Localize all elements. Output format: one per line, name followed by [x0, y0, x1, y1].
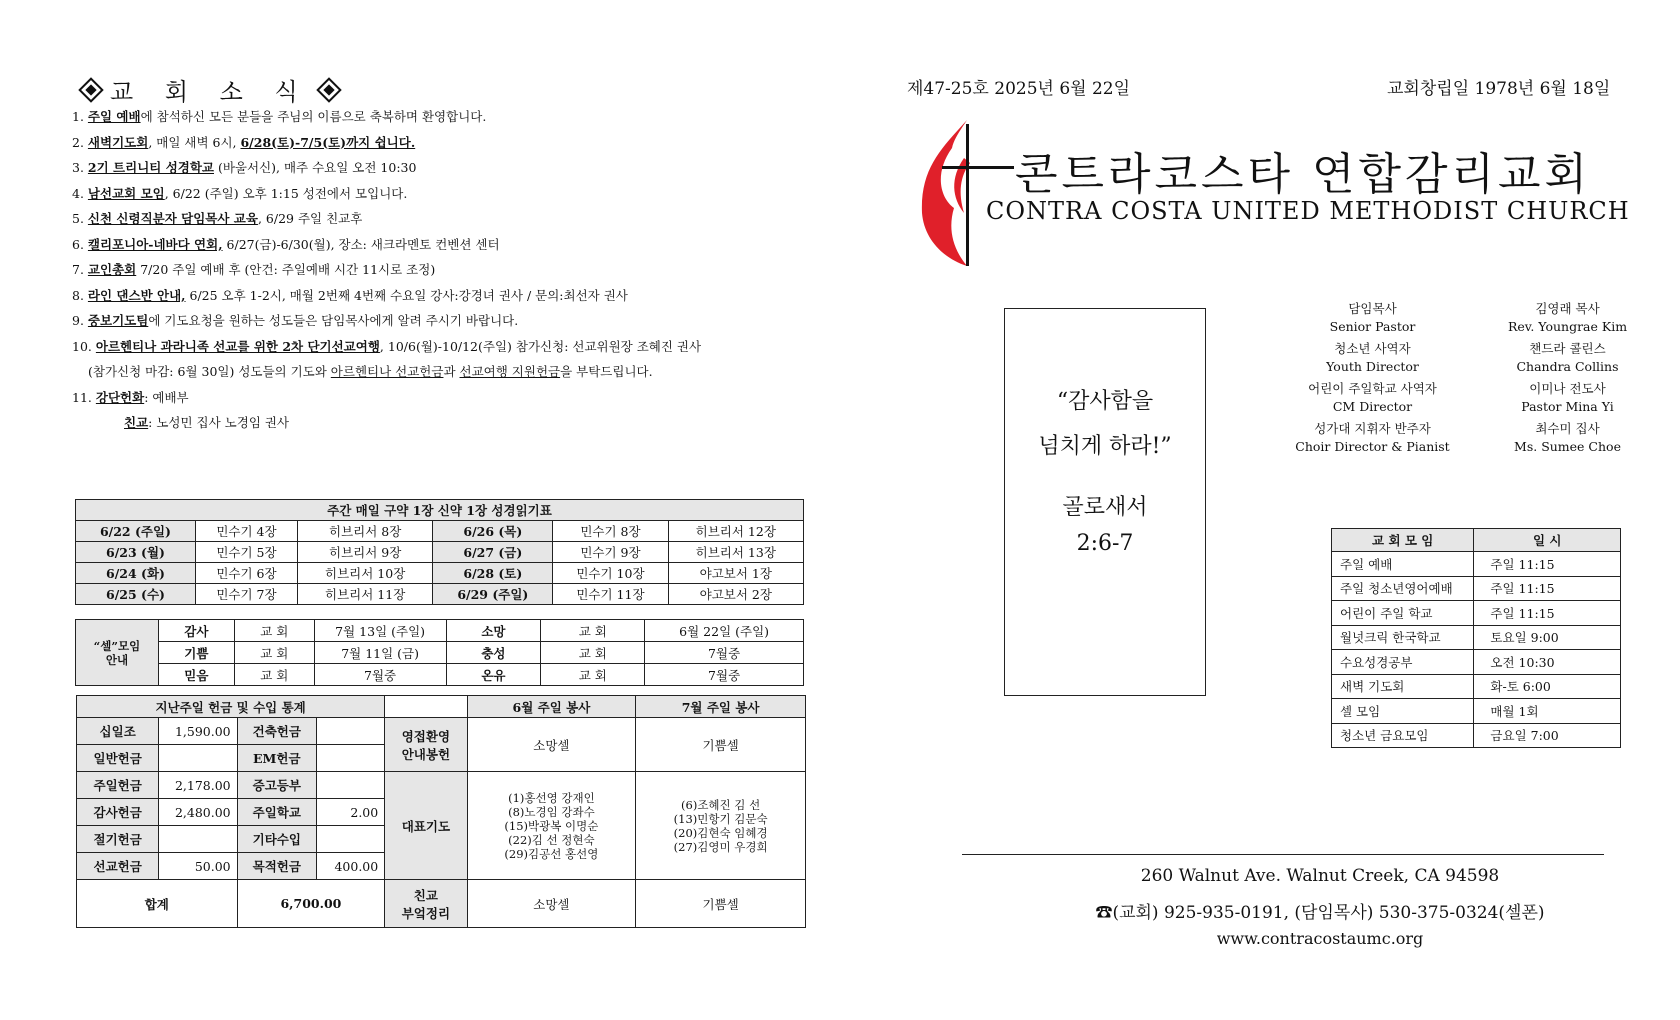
offering-label: 십일조: [77, 718, 159, 745]
meeting-time: 주일 11:15: [1474, 576, 1621, 601]
service-label: 친교 부엌정리: [385, 880, 467, 928]
cell-cell: 교 회: [541, 664, 645, 686]
offering-value: [316, 745, 384, 772]
service-july: 기쁨셀: [636, 880, 806, 928]
issue-date: 제47-25호 2025년 6월 22일: [907, 79, 1131, 99]
service-july: (6)조혜진 김 선 (13)민항기 김문숙 (20)김현숙 임혜경 (27)김영미 우경희: [636, 772, 806, 880]
meeting-time: 화-토 6:00: [1474, 674, 1621, 699]
reading-cell: 6/22 (주일): [76, 521, 196, 542]
cell-cell: 믿음: [158, 664, 234, 686]
reading-cell: 민수기 4장: [195, 521, 297, 542]
reading-row: [76, 542, 804, 563]
offering-value: 50.00: [159, 853, 237, 880]
reading-cell: 민수기 7장: [195, 584, 297, 605]
reading-row: [76, 521, 804, 542]
meeting-name: 어린이 주일 학교: [1332, 601, 1474, 626]
news-item-11b: 친교: 노성민 집사 노경임 권사: [124, 415, 290, 430]
cell-cell: 교 회: [234, 642, 314, 664]
verse-ref-chapter: 2:6-7: [1076, 531, 1134, 556]
service-june-head: 6월 주일 봉사: [467, 696, 636, 718]
offering-value: 400.00: [316, 853, 384, 880]
service-june: 소망셀: [467, 718, 636, 772]
meeting-name: 월넛크릭 한국학교: [1332, 625, 1474, 650]
verse-line-2: 넘치게 하라!”: [1038, 434, 1172, 459]
news-item: 3. 2기 트리니티 성경학교 (바울서신), 매주 수요일 오전 10:30: [72, 160, 417, 175]
meeting-schedule-table: [1331, 528, 1621, 748]
staff-entry: 성가대 지휘자 반주자 Choir Director & Pianist 최수미 집사 Ms. Sumee Choe: [1295, 421, 1621, 454]
meeting-name: 셀 모임: [1332, 699, 1474, 724]
meeting-time: 금요일 7:00: [1474, 723, 1621, 748]
meeting-time: 오전 10:30: [1474, 650, 1621, 675]
reading-cell: 민수기 10장: [553, 563, 668, 584]
verse-line-1: “감사함을: [1056, 389, 1154, 414]
service-june: (1)홍선영 강재인 (8)노경임 강좌수 (15)박광복 이명순 (22)김 선 정현숙 (29)김공선 홍선영: [467, 772, 636, 880]
offering-value: [316, 718, 384, 745]
verse-box: [1004, 308, 1206, 696]
meeting-time: 주일 11:15: [1474, 601, 1621, 626]
service-label: 영접환영 안내봉헌: [385, 718, 467, 772]
reading-cell: 6/25 (수): [76, 584, 196, 605]
service-june: 소망셀: [467, 880, 636, 928]
meeting-name: 주일 청소년영어예배: [1332, 576, 1474, 601]
cell-cell: 온유: [446, 664, 541, 686]
news-list: [72, 104, 812, 436]
news-item-10-cont: (참가신청 마감: 6월 30일) 성도들의 기도와 아르헨티나 선교헌금과 선교여행 지원헌금을 부탁드립니다.: [88, 364, 653, 379]
news-item: 2. 새벽기도회, 매일 새벽 6시, 6/28(토)-7/5(토)까지 쉽니다.: [72, 134, 416, 150]
reading-row: [76, 584, 804, 605]
reading-cell: 6/23 (월): [76, 542, 196, 563]
reading-cell: 히브리서 8장: [297, 521, 432, 542]
news-title: [72, 72, 348, 107]
diamond-bullet-icon: [78, 77, 103, 102]
offering-label: 감사헌금: [77, 799, 159, 826]
offering-label: 증고등부: [237, 772, 316, 799]
news-item: 8. 라인 댄스반 안내, 6/25 오후 1-2시, 매월 2번째 4번째 수요일 강사:강경녀 권사 / 문의:최선자 권사: [72, 287, 628, 303]
offering-label: 목적헌금: [237, 853, 316, 880]
meeting-row: [1332, 601, 1621, 626]
meeting-name: 청소년 금요모임: [1332, 723, 1474, 748]
staff-entry: 청소년 사역자 Youth Director 챈드라 콜린스 Chandra Collins: [1326, 341, 1619, 374]
cell-cell: 교 회: [234, 620, 314, 642]
meeting-head-time: 일 시: [1474, 529, 1621, 552]
founded-date: 교회창립일 1978년 6월 18일: [1387, 79, 1611, 99]
news-title-text: 교 회 소 식: [110, 78, 310, 106]
news-item: 9. 중보기도팀에 기도요청을 원하는 성도들은 담임목사에게 알려 주시기 바랍니다.: [72, 313, 519, 328]
offering-label: 주일헌금: [77, 772, 159, 799]
cell-cell: 교 회: [541, 642, 645, 664]
reading-cell: 민수기 5장: [195, 542, 297, 563]
reading-cell: 민수기 9장: [553, 542, 668, 563]
reading-cell: 6/27 (금): [433, 542, 553, 563]
cell-cell: 7월중: [645, 664, 804, 686]
meeting-name: 새벽 기도회: [1332, 674, 1474, 699]
verse-ref-book: 골로새서: [1062, 495, 1148, 520]
news-item: 10. 아르헨티나 과라니족 선교를 위한 2차 단기선교여행, 10/6(월)-10/12(주일) 참가신청: 선교위원장 조혜진 권사: [72, 338, 702, 354]
church-name-english: CONTRA COSTA UNITED METHODIST CHURCH: [986, 197, 1630, 225]
cell-cell: 소망: [446, 620, 541, 642]
service-corner: [385, 696, 467, 718]
cell-cell: 감사: [158, 620, 234, 642]
reading-title: 주간 매일 구약 1장 신약 1장 성경읽기표: [76, 500, 804, 521]
reading-row: [76, 563, 804, 584]
cell-cell: 교 회: [541, 620, 645, 642]
meeting-time: 주일 11:15: [1474, 552, 1621, 577]
cell-cell: 7월중: [314, 664, 446, 686]
cell-cell: 7월 11일 (금): [314, 642, 446, 664]
offering-value: [316, 826, 384, 853]
cell-cell: 7월중: [645, 642, 804, 664]
offering-title: 지난주일 헌금 및 수입 통계: [77, 696, 385, 718]
offering-service-table: [76, 695, 806, 928]
reading-cell: 히브리서 9장: [297, 542, 432, 563]
cell-cell: 기쁨: [158, 642, 234, 664]
meeting-row: [1332, 625, 1621, 650]
offering-label: 건축헌금: [237, 718, 316, 745]
reading-cell: 6/29 (주일): [433, 584, 553, 605]
meeting-time: 토요일 9:00: [1474, 625, 1621, 650]
meeting-row: [1332, 552, 1621, 577]
news-item: 1. 주일 예배에 참석하신 모든 분들을 주님의 이름으로 축복하며 환영합니다.: [72, 109, 487, 124]
cell-cell: 충성: [446, 642, 541, 664]
meeting-row: [1332, 674, 1621, 699]
reading-cell: 히브리서 12장: [668, 521, 803, 542]
news-item-11: 11. 강단헌화: 예배부: [72, 389, 189, 405]
offering-value: [159, 826, 237, 853]
offering-label: 기타수입: [237, 826, 316, 853]
news-item: 6. 캘리포니아-네바다 연회, 6/27(금)-6/30(월), 장소: 새크라멘토 컨벤션 센터: [72, 236, 500, 252]
diamond-bullet-icon: [316, 77, 341, 102]
staff-list: [1280, 300, 1660, 460]
address-divider: [962, 854, 1604, 855]
offering-value: 1,590.00: [159, 718, 237, 745]
meeting-row: [1332, 576, 1621, 601]
cell-cell: 교 회: [234, 664, 314, 686]
phone-icon: ☎: [1095, 903, 1113, 923]
news-item: 5. 신천 신령직분자 담임목사 교육, 6/29 주일 친교후: [72, 211, 363, 226]
church-phone: ☎(교회) 925-935-0191, (담임목사) 530-375-0324(셀폰): [1095, 903, 1545, 923]
church-name-korean: 콘트라코스타 연합감리교회: [1015, 149, 1592, 200]
reading-cell: 민수기 8장: [553, 521, 668, 542]
staff-entry: 담임목사 Senior Pastor 김영래 목사 Rev. Youngrae Kim: [1329, 301, 1628, 334]
meeting-name: 수요성경공부: [1332, 650, 1474, 675]
service-july: 기쁨셀: [636, 718, 806, 772]
total-value: 6,700.00: [237, 880, 385, 928]
reading-cell: 민수기 6장: [195, 563, 297, 584]
church-address: 260 Walnut Ave. Walnut Creek, CA 94598: [1140, 866, 1500, 886]
reading-cell: 히브리서 13장: [668, 542, 803, 563]
service-july-head: 7월 주일 봉사: [636, 696, 806, 718]
meeting-name: 주일 예배: [1332, 552, 1474, 577]
staff-entry: 어린이 주일학교 사역자 CM Director 이미나 전도사 Pastor Mina Yi: [1308, 381, 1614, 414]
offering-label: 주일학교: [237, 799, 316, 826]
meeting-head-name: 교 회 모 임: [1332, 529, 1474, 552]
reading-cell: 6/28 (토): [433, 563, 553, 584]
offering-value: 2,178.00: [159, 772, 237, 799]
bible-reading-table: [75, 499, 804, 605]
cell-row: [76, 620, 804, 642]
church-website[interactable]: www.contracostaumc.org: [1216, 929, 1424, 948]
reading-cell: 6/26 (목): [433, 521, 553, 542]
offering-label: 선교헌금: [77, 853, 159, 880]
offering-value: [159, 745, 237, 772]
service-label: 대표기도: [385, 772, 467, 880]
news-item: 4. 남선교회 모임, 6/22 (주일) 오후 1:15 성전에서 모입니다.: [72, 185, 408, 201]
offering-label: EM헌금: [237, 745, 316, 772]
news-item: 7. 교인총회 7/20 주일 예배 후 (안건: 주일예배 시간 11시로 조정): [72, 262, 436, 277]
cell-meeting-table: [75, 619, 804, 686]
cell-row: [76, 664, 804, 686]
cell-cell: 7월 13일 (주일): [314, 620, 446, 642]
meeting-row: [1332, 699, 1621, 724]
cell-cell: 6월 22일 (주일): [645, 620, 804, 642]
offering-label: 절기헌금: [77, 826, 159, 853]
reading-cell: 민수기 11장: [553, 584, 668, 605]
offering-value: [316, 772, 384, 799]
offering-value: 2,480.00: [159, 799, 237, 826]
meeting-row: [1332, 723, 1621, 748]
cell-row: [76, 642, 804, 664]
total-label: 합계: [77, 880, 238, 928]
meeting-row: [1332, 650, 1621, 675]
meeting-time: 매월 1회: [1474, 699, 1621, 724]
offering-value: 2.00: [316, 799, 384, 826]
reading-cell: 히브리서 10장: [297, 563, 432, 584]
reading-cell: 야고보서 2장: [668, 584, 803, 605]
reading-cell: 히브리서 11장: [297, 584, 432, 605]
reading-cell: 6/24 (화): [76, 563, 196, 584]
offering-label: 일반헌금: [77, 745, 159, 772]
cross-and-flame-logo-icon: [912, 118, 1022, 268]
cell-label: “셀”모임 안내: [76, 620, 159, 686]
reading-cell: 야고보서 1장: [668, 563, 803, 584]
